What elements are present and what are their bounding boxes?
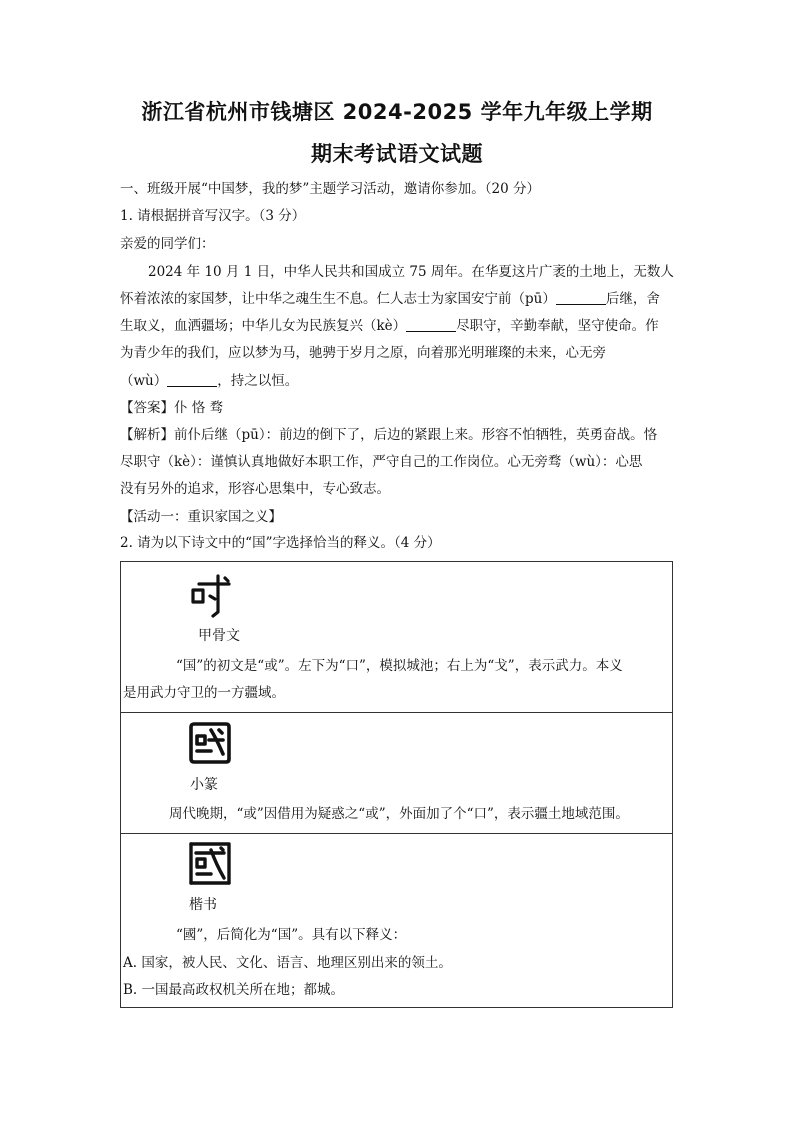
row2-text-line1: 周代晚期，“或”因借用为疑惑之“或”，外面加了个“口”，表示疆土地域范围。 bbox=[169, 806, 629, 822]
row3-text-line1: “國”，后简化为“国”。具有以下释义： bbox=[176, 927, 407, 943]
glyph-caption-regular: 楷书 bbox=[189, 897, 217, 913]
seal-script-glyph-icon bbox=[185, 718, 235, 768]
fill-blank-2 bbox=[406, 317, 456, 332]
fill-blank-3 bbox=[167, 372, 217, 387]
document-title-line2: 期末考试语文试题 bbox=[311, 142, 483, 166]
passage-line-2-text: 怀着浓浓的家国梦，让中华之魂生生不息。仁人志士为家国安宁前（pū） bbox=[120, 291, 556, 307]
option-b: B. 一国最高政权机关所在地；都城。 bbox=[123, 982, 345, 998]
question-1: 1. 请根据拼音写汉字。（3 分） bbox=[120, 208, 306, 224]
passage-line-2-tail: 后继，舍 bbox=[605, 291, 660, 307]
document-title-line1: 浙江省杭州市钱塘区 2024-2025 学年九年级上学期 bbox=[141, 100, 653, 124]
glyph-caption-seal: 小篆 bbox=[190, 777, 218, 793]
section-heading: 一、班级开展“中国梦，我的梦”主题学习活动，邀请你参加。（20 分） bbox=[120, 181, 541, 197]
table-row-oracle bbox=[121, 562, 672, 713]
passage-line-5-text: （wù） bbox=[120, 373, 168, 389]
analysis-line-2: 尽职守（kè）：谨慎认真地做好本职工作，严守自己的工作岗位。心无旁骛（wù）：心思 bbox=[120, 454, 643, 470]
analysis-line-1: 【解析】前仆后继（pū）：前边的倒下了，后边的紧跟上来。形容不怕牺牲，英勇奋战。恪 bbox=[120, 427, 658, 443]
passage-line-3-text: 生取义，血洒疆场；中华儿女为民族复兴（kè） bbox=[120, 318, 407, 334]
passage-line-2 bbox=[120, 289, 676, 309]
answer: 【答案】仆 恪 骛 bbox=[120, 400, 224, 416]
passage-line-3-tail: 尽职守，辛勤奉献，坚守使命。作 bbox=[456, 318, 659, 334]
regular-script-glyph-icon bbox=[185, 838, 235, 888]
oracle-bone-glyph-icon bbox=[185, 570, 235, 620]
passage-line-3 bbox=[120, 316, 676, 336]
row1-text-line1: “国”的初文是“或”。左下为“口”，模拟城池；右上为“戈”，表示武力。本义 bbox=[176, 658, 623, 674]
passage-line-4: 为青少年的我们，应以梦为马，驰骋于岁月之原，向着那光明璀璨的未来，心无旁 bbox=[120, 345, 606, 361]
passage-line-5 bbox=[120, 371, 676, 391]
analysis-line-3: 没有另外的追求，形容心思集中，专心致志。 bbox=[120, 481, 390, 497]
passage-line-1: 2024 年 10 月 1 日，中华人民共和国成立 75 周年。在华夏这片广袤的土地上，无数人 bbox=[148, 264, 674, 280]
passage-line-5-tail: ，持之以恒。 bbox=[217, 373, 299, 389]
glyph-caption-oracle: 甲骨文 bbox=[198, 628, 240, 644]
option-a: A. 国家，被人民、文化、语言、地理区别出来的领土。 bbox=[123, 955, 452, 971]
fill-blank-1 bbox=[556, 290, 606, 305]
activity-heading: 【活动一：重识家国之义】 bbox=[120, 509, 282, 525]
question-2: 2. 请为以下诗文中的“国”字选择恰当的释义。（4 分） bbox=[120, 535, 441, 551]
table-row-regular bbox=[121, 834, 672, 1007]
greeting: 亲爱的同学们： bbox=[120, 236, 215, 252]
row1-text-line2: 是用武力守卫的一方疆域。 bbox=[123, 685, 285, 701]
table-row-seal bbox=[121, 713, 672, 834]
character-evolution-table bbox=[120, 561, 673, 1008]
